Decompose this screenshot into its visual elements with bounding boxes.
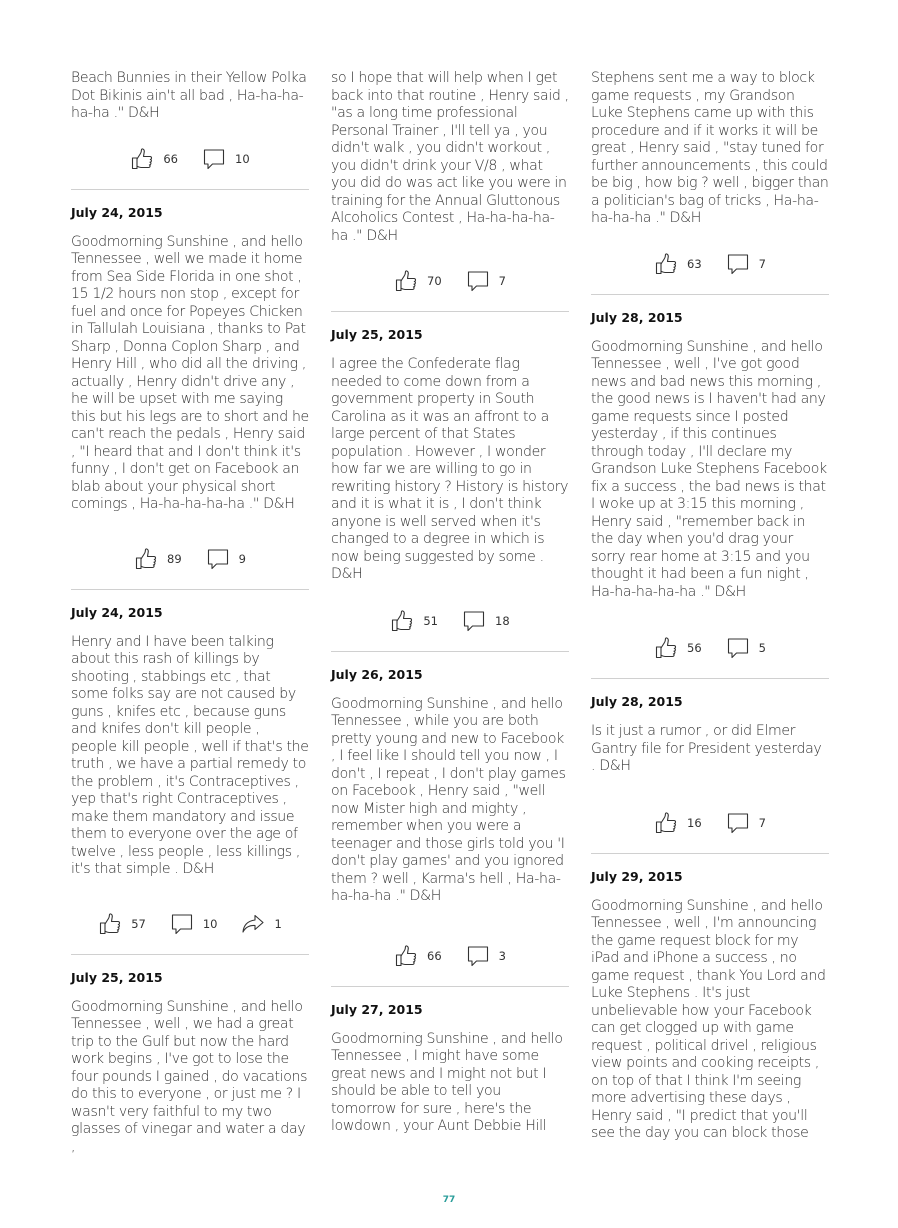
share-button[interactable] <box>241 912 281 936</box>
like-button[interactable] <box>390 609 438 633</box>
post-stats <box>331 606 569 636</box>
post-stats <box>331 266 569 296</box>
post-stats <box>71 144 309 174</box>
post-text: Goodmorning Sunshine , and hello Tennessee , well , I'm announcing the game request block for my iPad and iPhone a success , no game request , thank You Lord and Luke Stephens . It's just unbelievable how your Facebook can get clogged up with game request , political drivel , religious view points and cooking receipts , on top of that I think I'm seeing more advertising these days , Henry said , "I predict that you'll see the day you can block those <box>591 897 826 1141</box>
divider <box>331 986 569 987</box>
comment-button[interactable] <box>726 636 766 660</box>
comment-count: 7 <box>498 274 506 288</box>
post-text: Henry and I have been talking about this rash of killings by shooting , stabbings etc , that some folks say are not caused by guns , knifes etc , because guns and knifes don't kill people , people kill people , well if that's the truth , we have a partial remedy to the problem , it's Contraceptives , yep that's right Contraceptives , make them mandatory and issue them to everyone over the age of twelve , less people , less killings , it's that simple . D&H <box>71 633 309 877</box>
post-stats <box>71 544 309 574</box>
comment-count: 7 <box>758 815 766 830</box>
like-button[interactable] <box>130 147 178 171</box>
divider <box>591 678 829 679</box>
page-number: 77 <box>442 1195 456 1205</box>
post-stats <box>591 808 829 838</box>
column-2 <box>331 70 569 1136</box>
post-text: Stephens sent me a way to block game requests , my Grandson Luke Stephens came up with this procedure and if it works it will be great , Henry said , "stay tuned for further announcements , this could be big , how big ? well , bigger than a politician's bag of tricks , Ha-ha-ha-ha-ha ." D&H <box>591 70 829 226</box>
thumbs-up-icon <box>390 609 414 633</box>
divider <box>591 294 829 295</box>
post-text: Goodmorning Sunshine , and hello Tennessee , I might have some great news and I might not but I should be able to tell you tomorrow for sure , here's the lowdown , your Aunt Debbie Hill <box>331 1030 563 1134</box>
post-date: July 24, 2015 <box>71 604 163 620</box>
post-date: July 25, 2015 <box>71 969 163 985</box>
thumbs-up-icon <box>394 944 418 968</box>
column-1 <box>71 70 309 1156</box>
thumbs-up-icon <box>134 547 158 571</box>
post-text: Goodmorning Sunshine , and hello Tennessee , while you are both pretty young and new to Facebook , I feel like I should tell you now , I don't , I repeat , I don't play games on Facebook , Henry said , "well now Mister high and mighty , remember when you were a teenager and those girls told you 'I don't play games' and you ignored them ? well , Karma's hell , Ha-ha-ha-ha-ha ." D&H <box>331 695 566 904</box>
thumbs-up-icon <box>394 269 418 293</box>
share-count: 1 <box>274 916 282 931</box>
comment-icon <box>466 269 490 293</box>
like-button[interactable] <box>654 636 702 660</box>
comment-count: 18 <box>495 613 510 628</box>
like-count: 66 <box>163 151 178 166</box>
post-stats <box>591 249 829 279</box>
post-text: so I hope that will help when I get back into that routine , Henry said , "as a long time professional Personal Trainer , I'll tell ya , you didn't walk , you didn't workout , you didn't drink your V/8 , what you did do was act like you were in training for the Annual Gluttonous Alcoholics Contest , Ha-ha-ha-ha-ha ." D&H <box>331 70 569 244</box>
comment-count: 7 <box>758 256 766 271</box>
divider <box>591 853 829 854</box>
post-text: Goodmorning Sunshine , and hello Tennessee , well , I've got good news and bad news this morning , the good news is I haven't had any game requests since I posted yesterday , if this continues through today , I'll declare my Grandson Luke Stephens Facebook fix a success , the bad news is that I woke up at 3:15 this morning , Henry said , "remember back in the day when you'd drag your sorry rear home at 3:15 and you thought it had been a fun night , Ha-ha-ha-ha-ha ." D&H <box>591 338 827 600</box>
divider <box>331 651 569 652</box>
comment-icon <box>726 811 750 835</box>
like-count: 63 <box>687 256 702 271</box>
comment-icon <box>170 912 194 936</box>
comment-icon <box>202 147 226 171</box>
post-date: July 29, 2015 <box>591 868 683 884</box>
comment-button[interactable] <box>466 269 506 293</box>
like-count: 70 <box>427 274 442 288</box>
comment-icon <box>466 944 490 968</box>
divider <box>331 311 569 312</box>
post-date: July 27, 2015 <box>331 1001 423 1017</box>
post-stats <box>591 633 829 663</box>
comment-count: 5 <box>758 641 766 655</box>
post-text: I agree the Confederate flag needed to come down from a government property in South Carolina as it was an affront to a large percent of that States population . However , I wonder how far we are willing to go in rewriting history ? History is history and it is what it is , I don't think anyone is well served when it's changed to a degree in which is now being suggested by some . D&H <box>331 356 569 582</box>
post-date: July 26, 2015 <box>331 666 423 682</box>
divider <box>71 954 309 955</box>
post-text: Beach Bunnies in their Yellow Polka Dot Bikinis ain't all bad , Ha-ha-ha-ha-ha ." D&H <box>71 70 307 121</box>
like-count: 89 <box>167 551 182 566</box>
like-count: 66 <box>427 948 442 963</box>
comment-button[interactable] <box>202 147 250 171</box>
like-button[interactable] <box>654 252 702 276</box>
thumbs-up-icon <box>130 147 154 171</box>
post-date: July 24, 2015 <box>71 204 163 220</box>
comment-button[interactable] <box>170 912 218 936</box>
post-stats <box>71 909 309 939</box>
like-button[interactable] <box>654 811 702 835</box>
comment-count: 3 <box>498 948 506 963</box>
comment-button[interactable] <box>726 252 766 276</box>
thumbs-up-icon <box>654 252 678 276</box>
comment-icon <box>206 547 230 571</box>
comment-button[interactable] <box>466 944 506 968</box>
thumbs-up-icon <box>654 636 678 660</box>
comment-button[interactable] <box>206 547 246 571</box>
like-count: 56 <box>687 641 702 655</box>
comment-icon <box>726 636 750 660</box>
comment-count: 10 <box>202 916 218 931</box>
comment-count: 9 <box>238 551 246 566</box>
comment-count: 10 <box>235 151 250 166</box>
share-arrow-icon <box>241 912 265 936</box>
like-button[interactable] <box>134 547 182 571</box>
post-stats <box>331 941 569 971</box>
comment-icon <box>726 252 750 276</box>
divider <box>71 589 309 590</box>
like-count: 57 <box>131 916 146 931</box>
like-button[interactable] <box>394 944 442 968</box>
comment-icon <box>462 609 486 633</box>
like-count: 16 <box>687 815 702 830</box>
post-text: Goodmorning Sunshine , and hello Tennessee , well we made it home from Sea Side Florida in one shot , 15 1/2 hours non stop , except for fuel and once for Popeyes Chicken in Tallulah Louisiana , thanks to Pat Sharp , Donna Coplon Sharp , and Henry Hill , who did all the driving , actually , Henry didn't drive any , he will be upset with me saying this but his legs are to short and he can't reach the pedals , Henry said , "I heard that and I don't think it's funny , I don't get on Facebook an blab about your physical short comings , Ha-ha-ha-ha-ha ." D&H <box>71 233 309 512</box>
post-date: July 28, 2015 <box>591 694 683 709</box>
post-text: Goodmorning Sunshine , and hello Tennessee , well , we had a great trip to the Gulf but now the hard work begins , I've got to lose the four pounds I gained , do vacations do this to everyone , or just me ? I wasn't very faithful to my two glasses of vinegar and water a day , <box>71 998 308 1155</box>
like-count: 51 <box>423 613 438 628</box>
post-date: July 25, 2015 <box>331 327 423 342</box>
thumbs-up-icon <box>98 912 122 936</box>
post-text: Is it just a rumor , or did Elmer Gantry file for President yesterday . D&H <box>591 723 822 774</box>
comment-button[interactable] <box>462 609 510 633</box>
column-3 <box>591 70 829 1143</box>
comment-button[interactable] <box>726 811 766 835</box>
like-button[interactable] <box>394 269 442 293</box>
like-button[interactable] <box>98 912 146 936</box>
divider <box>71 189 309 190</box>
post-date: July 28, 2015 <box>591 309 683 325</box>
thumbs-up-icon <box>654 811 678 835</box>
